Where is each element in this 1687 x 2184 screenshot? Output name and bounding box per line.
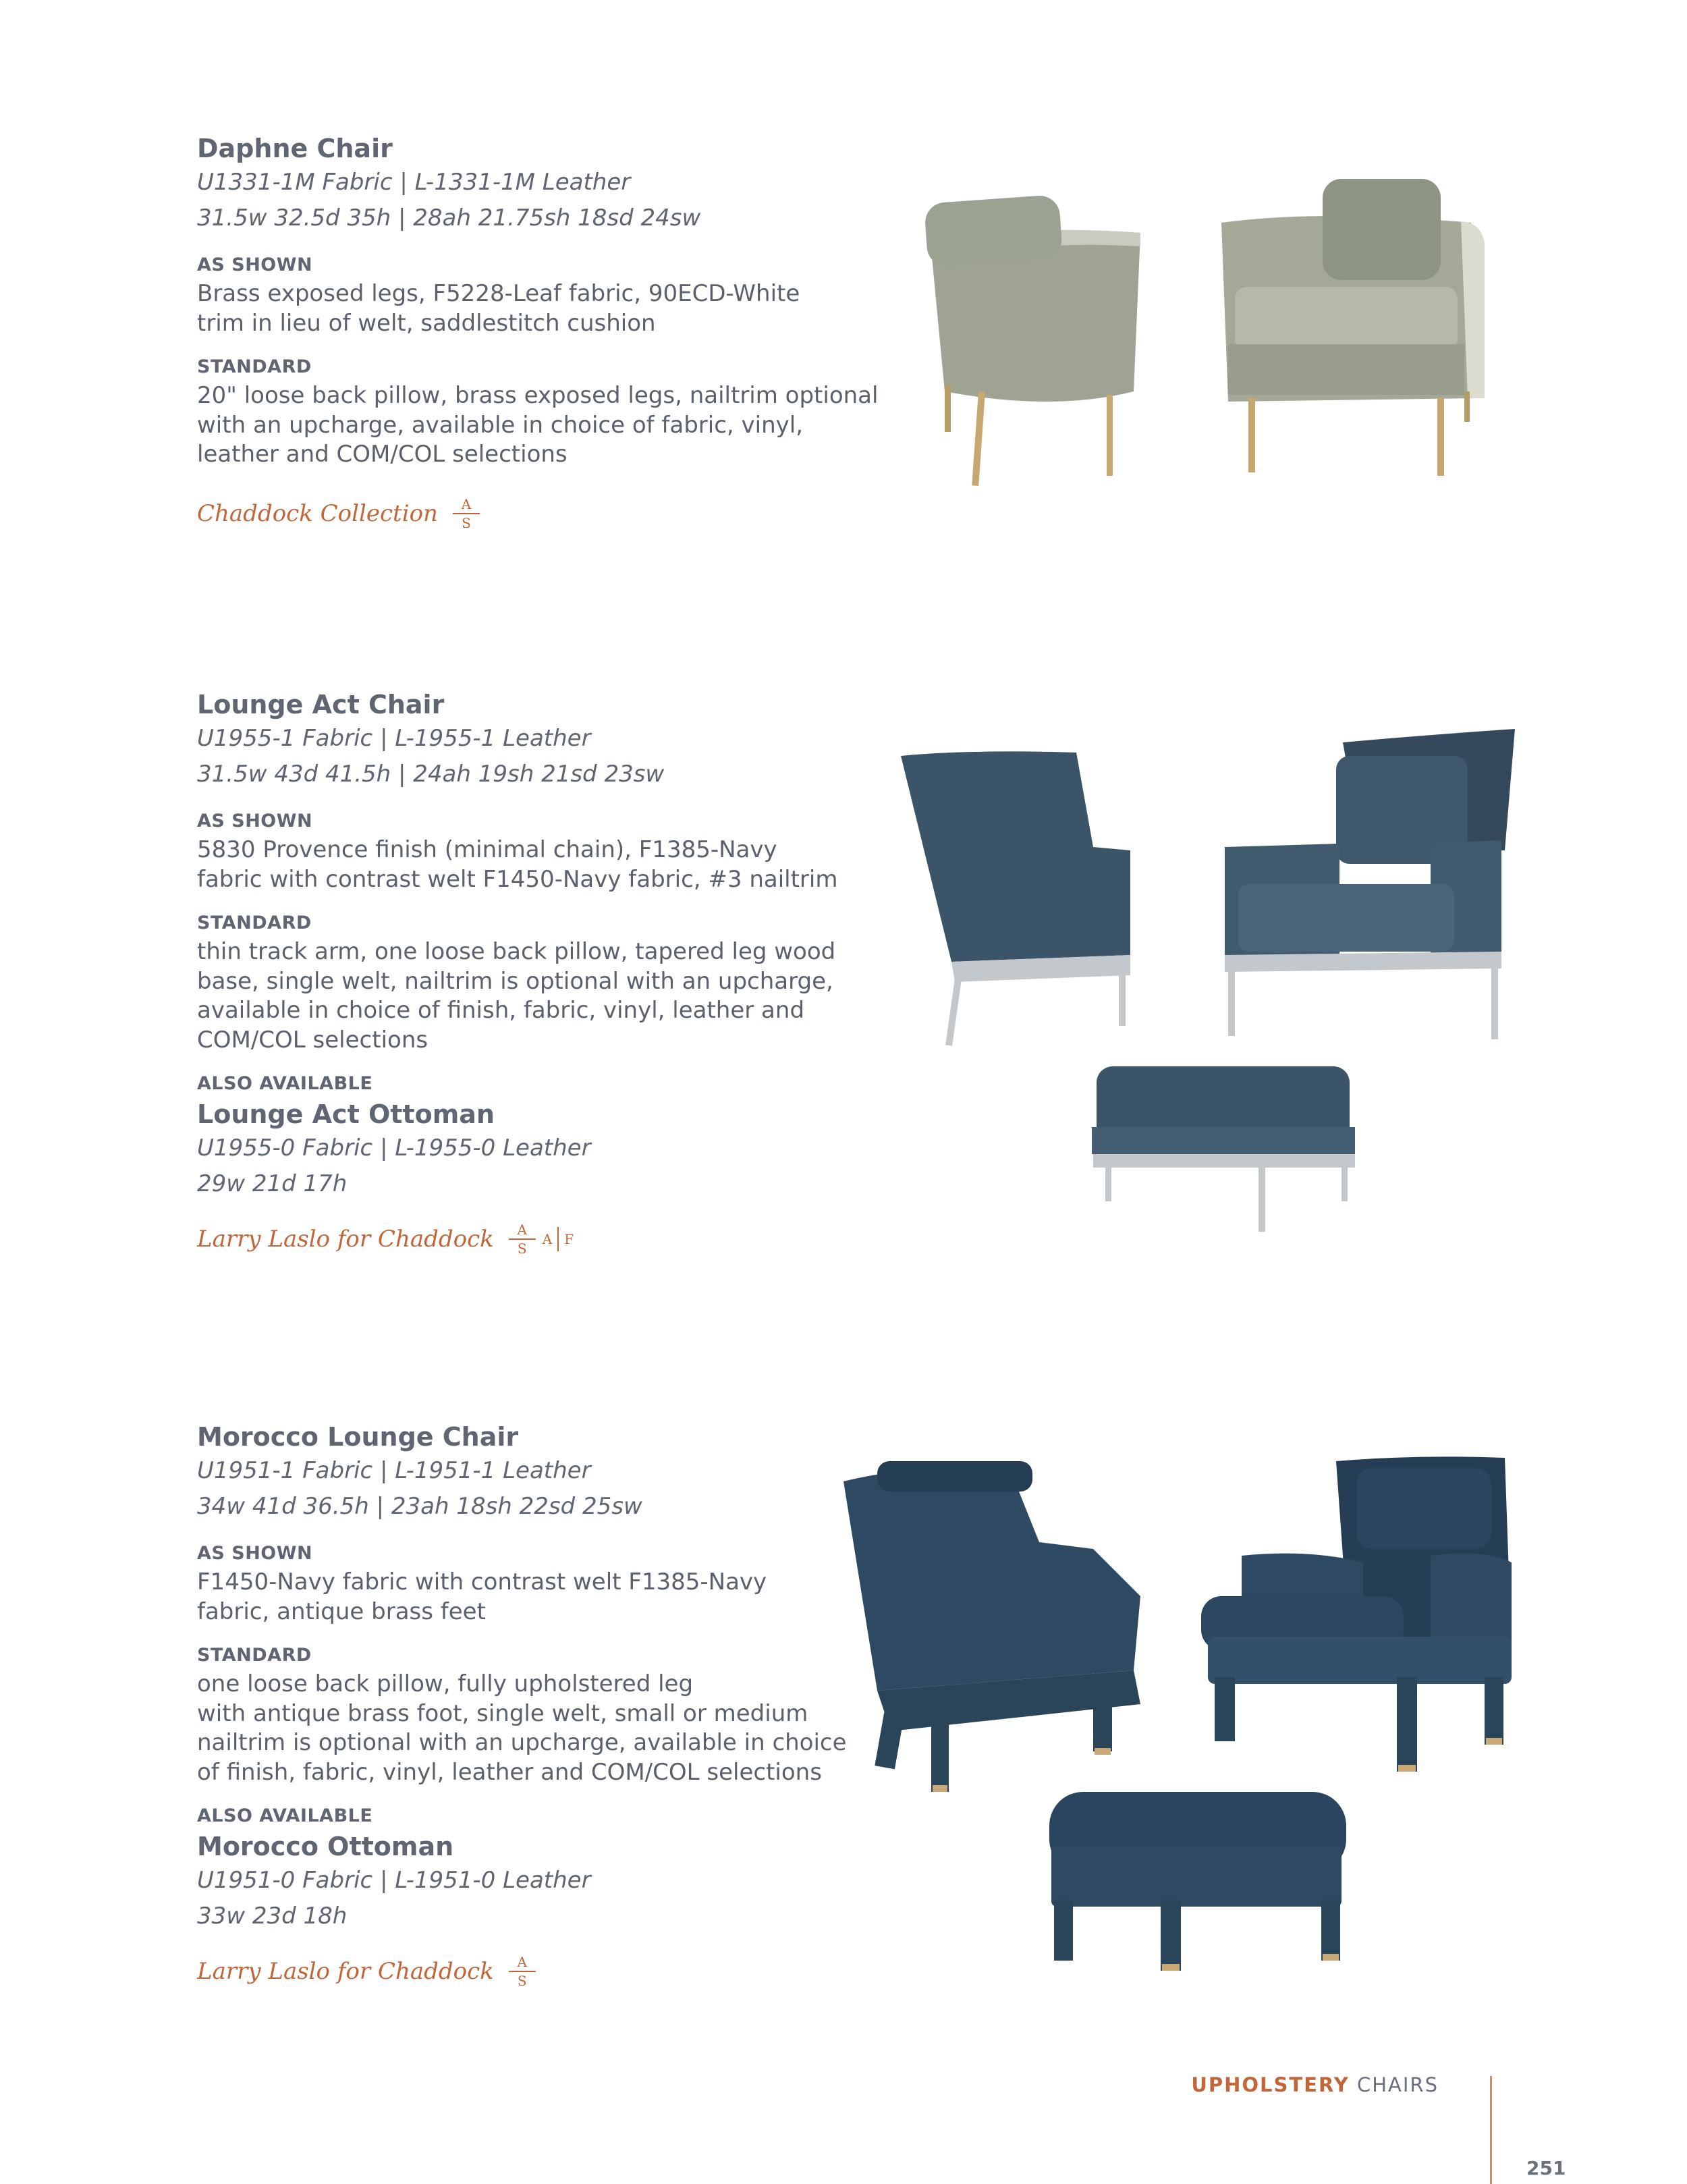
availability-top: A (517, 1954, 527, 1970)
section-subcategory: CHAIRS (1356, 2073, 1439, 2096)
standard-text: 20" loose back pillow, brass exposed legs, nailtrim optional with an upcharge, available in choice of fabric, vinyl, leather and COM/COL selections (197, 382, 879, 468)
footer-divider (1490, 2076, 1492, 2184)
product-sku: U1951-1 Fabric | L-1951-1 Leather (197, 1457, 591, 1484)
section-label (1191, 2073, 1439, 2096)
availability-bottom: S (462, 514, 471, 531)
availability-mark (509, 1954, 536, 1989)
availability-top: A (517, 1222, 527, 1238)
section-category: UPHOLSTERY (1191, 2073, 1350, 2096)
as-shown-text: F1450-Navy fabric with contrast welt F1385-Navy fabric, antique brass feet (197, 1568, 767, 1625)
collection-name: Chaddock Collection (197, 499, 438, 527)
collection-name: Larry Laslo for Chaddock (197, 1226, 494, 1253)
product-dimensions: 31.5w 32.5d 35h | 28ah 21.75sh 18sd 24sw (197, 204, 701, 231)
collection-name: Larry Laslo for Chaddock (197, 1958, 494, 1985)
also-available-label: ALSO AVAILABLE (197, 1805, 373, 1826)
availability-mark (453, 496, 480, 531)
daphne-chair-image (918, 169, 1505, 493)
standard-label: STANDARD (197, 356, 312, 377)
collection-line (197, 1948, 899, 1995)
standard-label: STANDARD (197, 1645, 312, 1666)
ottoman-title: Lounge Act Ottoman (197, 1099, 495, 1129)
ottoman-dimensions: 33w 23d 18h (197, 1903, 348, 1930)
collection-line (197, 1216, 899, 1263)
product-title: Morocco Lounge Chair (197, 1422, 519, 1452)
ottoman-dimensions: 29w 21d 17h (197, 1170, 348, 1197)
product-daphne-chair (197, 132, 899, 537)
availability-bottom: S (517, 1240, 527, 1257)
standard-text: thin track arm, one loose back pillow, tapered leg wood base, single welt, nailtrim is optional with an upcharge, available in choice of finish, fabric, vinyl, leather and COM/COL selections (197, 938, 836, 1054)
availability-f: F (564, 1231, 574, 1247)
availability-bottom: S (517, 1973, 527, 1989)
also-available-label: ALSO AVAILABLE (197, 1073, 373, 1094)
availability-mark (509, 1222, 574, 1257)
ottoman-sku: U1955-0 Fabric | L-1955-0 Leather (197, 1135, 591, 1162)
product-sku: U1331-1M Fabric | L-1331-1M Leather (197, 169, 631, 196)
ottoman-title: Morocco Ottoman (197, 1832, 454, 1861)
product-title: Daphne Chair (197, 134, 393, 163)
as-shown-label: AS SHOWN (197, 254, 313, 275)
availability-top: A (461, 495, 472, 512)
product-lounge-act-chair (197, 688, 899, 1263)
availability-a: A (542, 1231, 553, 1247)
page-number: 251 (1526, 2157, 1566, 2179)
product-sku: U1955-1 Fabric | L-1955-1 Leather (197, 725, 591, 752)
as-shown-text: 5830 Provence finish (minimal chain), F1385-Navy fabric with contrast welt F1450-Navy fabric, #3 nailtrim (197, 836, 838, 893)
standard-label: STANDARD (197, 912, 312, 933)
product-dimensions: 31.5w 43d 41.5h | 24ah 19sh 21sd 23sw (197, 761, 665, 788)
as-shown-label: AS SHOWN (197, 1543, 313, 1564)
as-shown-label: AS SHOWN (197, 811, 313, 831)
morocco-lounge-chair-image (837, 1448, 1525, 1981)
product-title: Lounge Act Chair (197, 690, 445, 719)
product-morocco-lounge-chair (197, 1421, 899, 1995)
ottoman-sku: U1951-0 Fabric | L-1951-0 Leather (197, 1867, 591, 1894)
lounge-act-chair-image (891, 722, 1525, 1235)
standard-text: one loose back pillow, fully upholstered leg with antique brass foot, single welt, small or medium nailtrim is optional with an upcharge, available in choice of finish, fabric, vinyl, leather and COM/COL selections (197, 1670, 847, 1786)
product-dimensions: 34w 41d 36.5h | 23ah 18sh 22sd 25sw (197, 1493, 642, 1520)
as-shown-text: Brass exposed legs, F5228-Leaf fabric, 90ECD-White trim in lieu of welt, saddlestitch cushion (197, 280, 800, 337)
collection-line (197, 490, 899, 537)
